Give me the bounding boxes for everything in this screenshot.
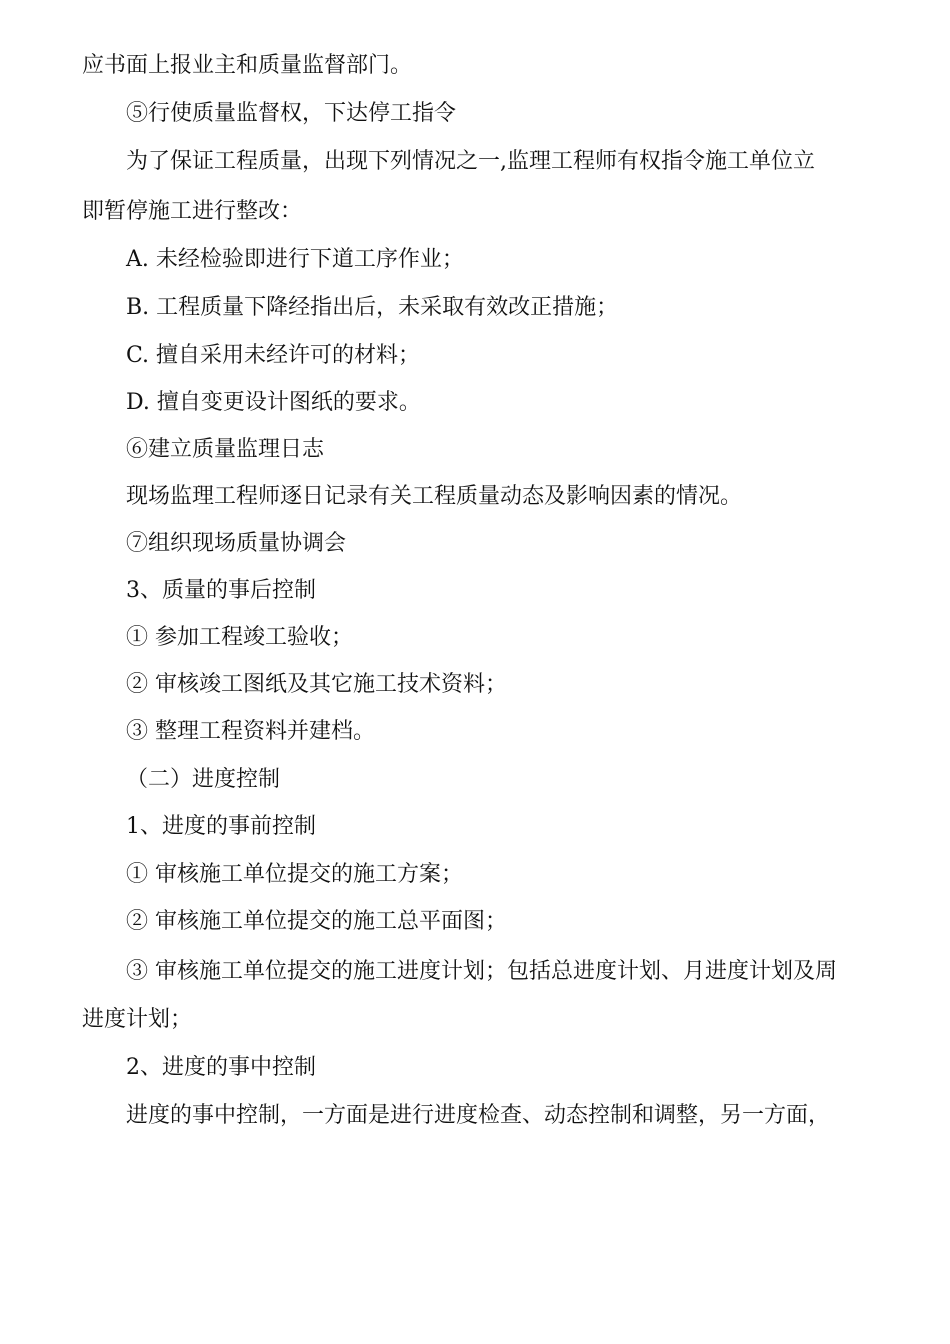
list-item: ③ 审核施工单位提交的施工进度计划；包括总进度计划、月进度计划及周 xyxy=(126,959,837,984)
text-line: 现场监理工程师逐日记录有关工程质量动态及影响因素的情况。 xyxy=(126,484,743,509)
section-heading: 2、进度的事中控制 xyxy=(126,1055,316,1080)
section-heading: ⑦组织现场质量协调会 xyxy=(126,531,347,556)
text-line: 应书面上报业主和质量监督部门。 xyxy=(82,53,413,78)
list-item: ① 参加工程竣工验收； xyxy=(126,625,353,650)
section-heading: 3、质量的事后控制 xyxy=(126,578,316,603)
text-line: ⑤行使质量监督权，下达停工指令 xyxy=(126,101,457,126)
section-heading: 1、进度的事前控制 xyxy=(126,814,316,839)
section-heading: ⑥建立质量监理日志 xyxy=(126,437,325,462)
text-line: 为了保证工程质量，出现下列情况之一,监理工程师有权指令施工单位立 xyxy=(126,149,815,174)
text-line: 进度计划； xyxy=(82,1007,193,1032)
list-item: ③ 整理工程资料并建档。 xyxy=(126,719,375,744)
list-item: ① 审核施工单位提交的施工方案； xyxy=(126,862,463,887)
text-line: 即暂停施工进行整改： xyxy=(82,199,303,224)
text-line: 进度的事中控制，一方面是进行进度检查、动态控制和调整，另一方面， xyxy=(126,1103,831,1128)
list-item: ② 审核施工单位提交的施工总平面图； xyxy=(126,909,507,934)
list-item: D. 擅自变更设计图纸的要求。 xyxy=(126,390,421,415)
section-heading: （二）进度控制 xyxy=(126,767,281,792)
list-item: A. 未经检验即进行下道工序作业； xyxy=(126,247,464,272)
list-item: C. 擅自采用未经许可的材料； xyxy=(126,343,421,368)
list-item: B. 工程质量下降经指出后，未采取有效改正措施； xyxy=(126,295,619,320)
list-item: ② 审核竣工图纸及其它施工技术资料； xyxy=(126,672,507,697)
